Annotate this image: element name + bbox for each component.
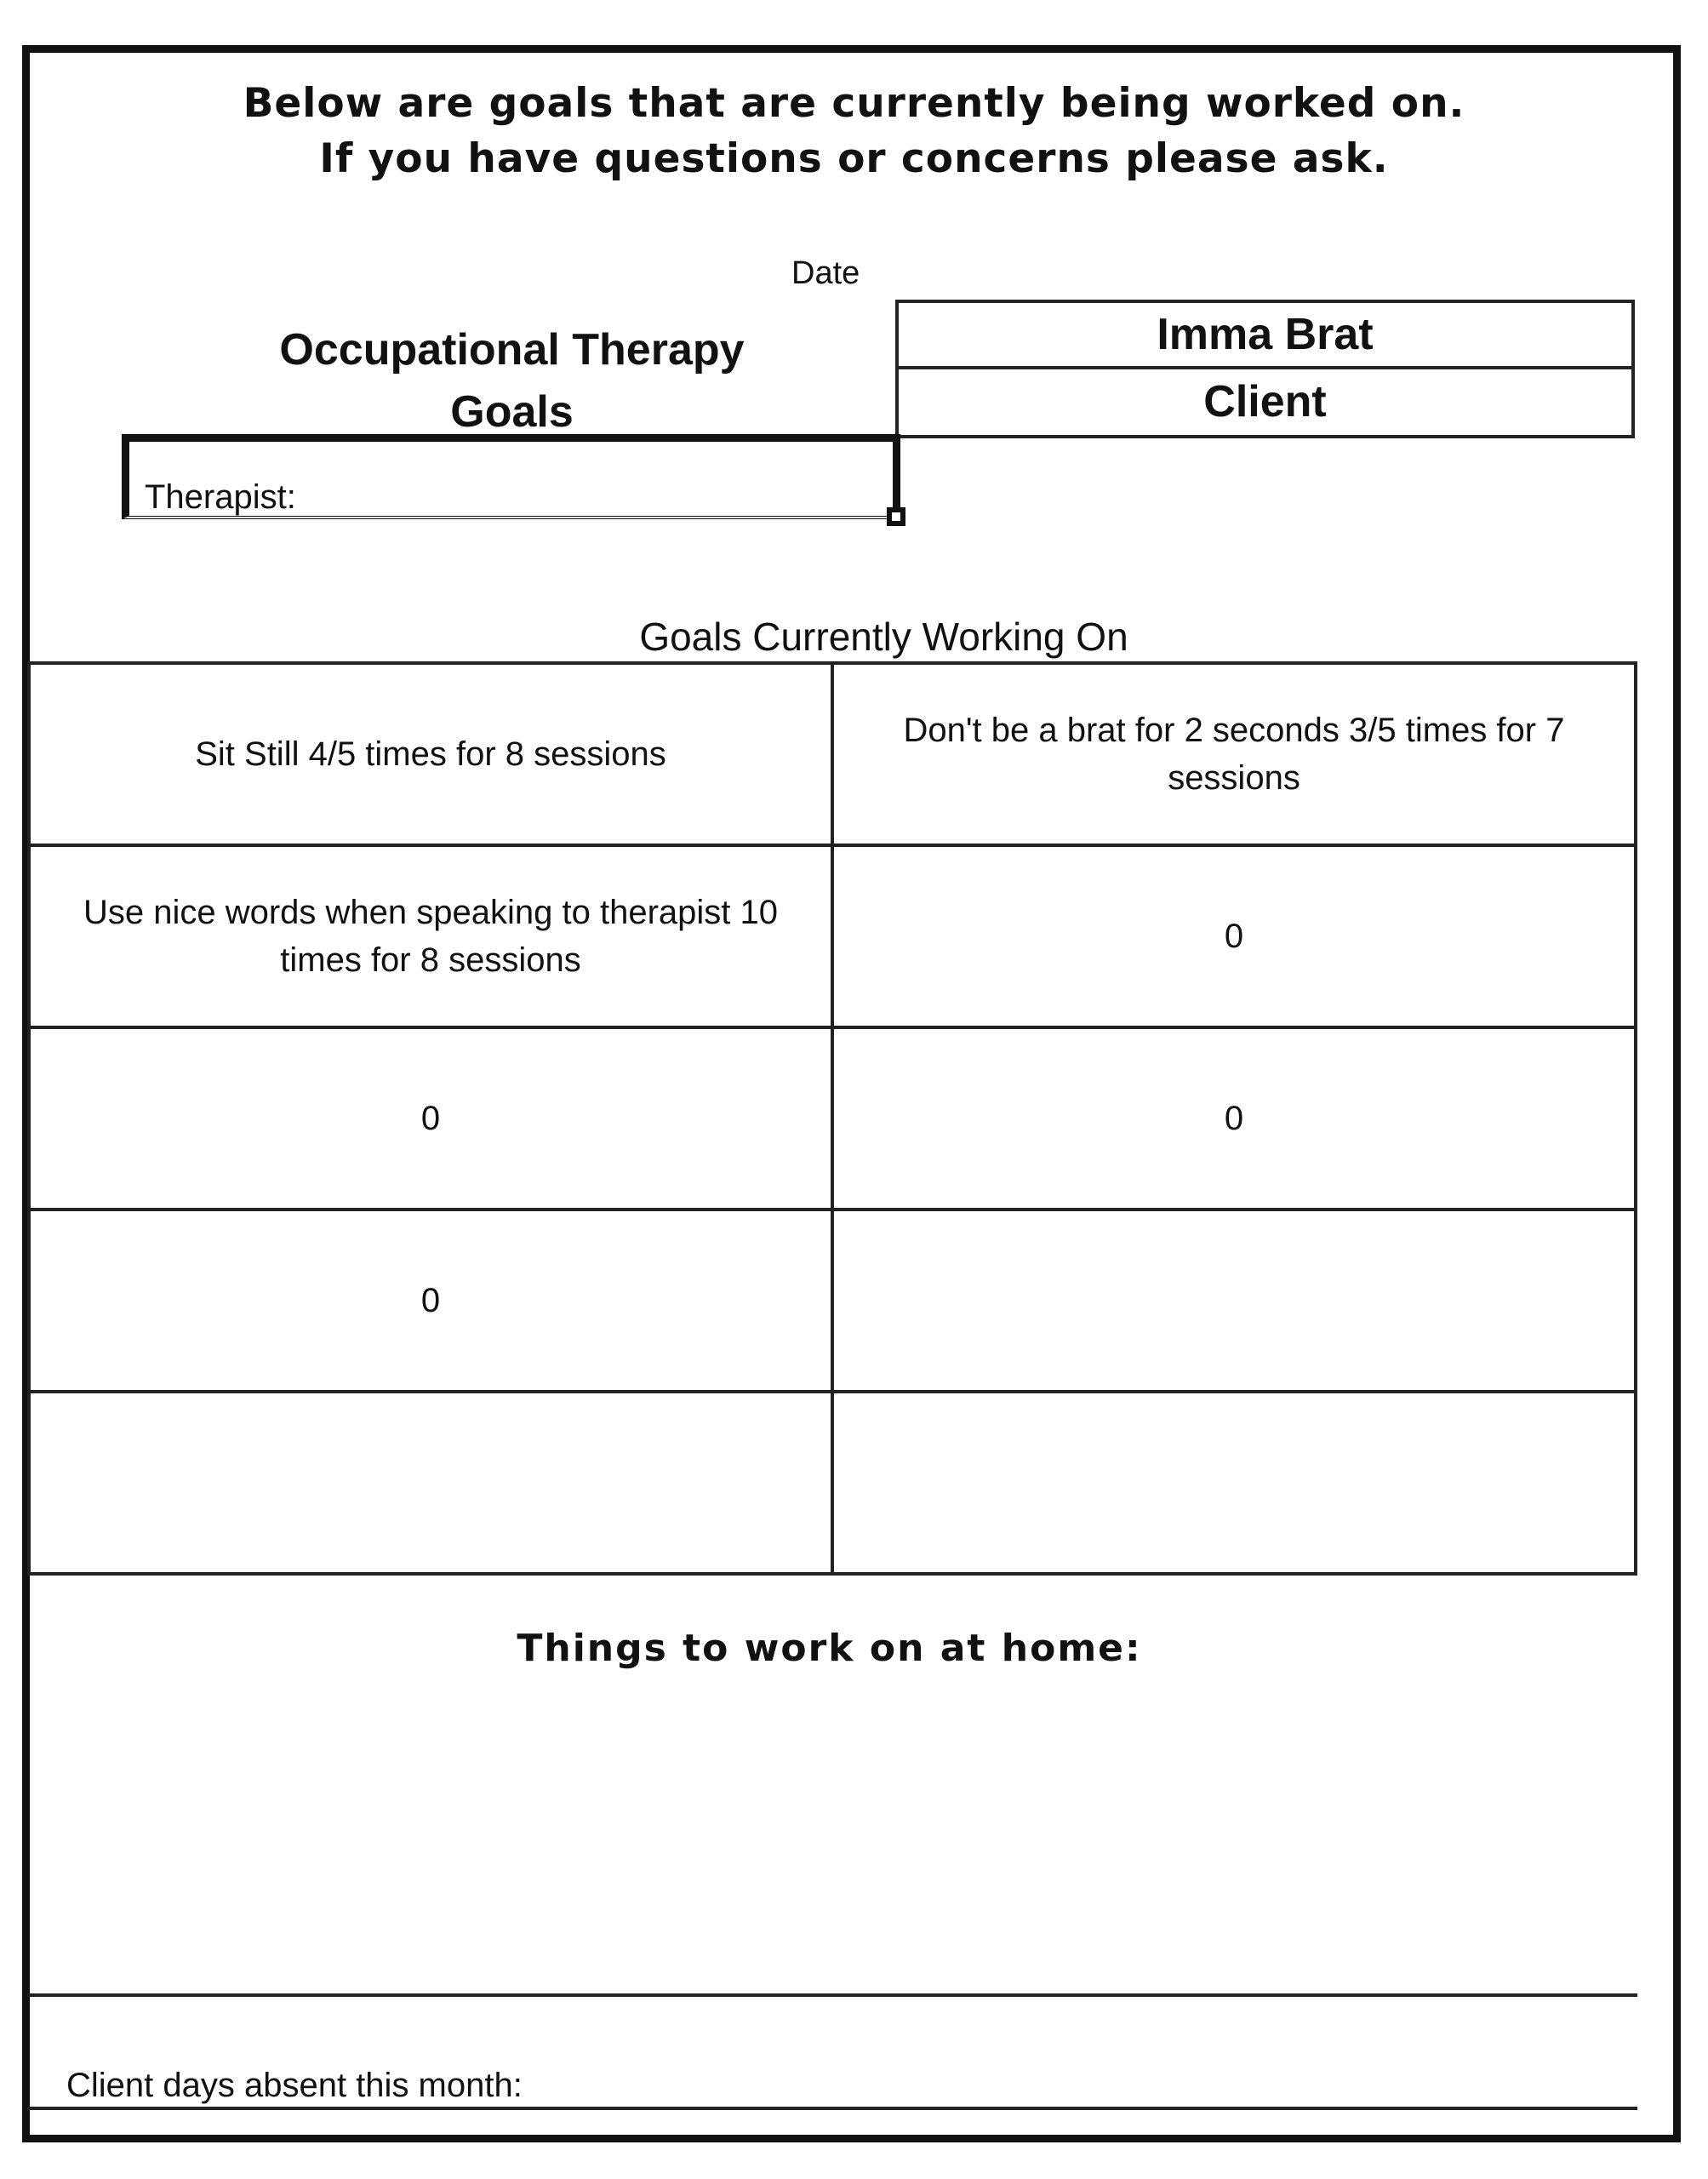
- therapist-field[interactable]: [122, 434, 900, 519]
- goal-cell[interactable]: 0: [29, 1210, 832, 1392]
- goals-table: [27, 661, 1637, 1576]
- table-row: [29, 1210, 1636, 1392]
- table-row: [29, 663, 1636, 845]
- home-notes-divider: [27, 1993, 1637, 1997]
- table-row: [29, 1392, 1636, 1574]
- goal-cell[interactable]: 0: [832, 1027, 1636, 1210]
- header-line-1: Below are goals that are currently being worked on.: [243, 80, 1465, 127]
- goal-cell[interactable]: Don't be a brat for 2 seconds 3/5 times for 7 sessions: [832, 663, 1636, 845]
- client-name[interactable]: Imma Brat: [899, 303, 1631, 369]
- goal-cell[interactable]: [29, 1392, 832, 1574]
- goal-cell[interactable]: [832, 1210, 1636, 1392]
- form-title-line-2: Goals: [450, 387, 574, 437]
- goal-cell[interactable]: 0: [29, 1027, 832, 1210]
- home-heading: Things to work on at home:: [517, 1627, 1142, 1670]
- client-box: [895, 300, 1635, 438]
- goals-heading: Goals Currently Working On: [639, 615, 1128, 659]
- absent-label: Client days absent this month:: [66, 2067, 523, 2104]
- cell-resize-handle[interactable]: [887, 507, 905, 526]
- table-row: [29, 845, 1636, 1027]
- goal-cell[interactable]: Sit Still 4/5 times for 8 sessions: [29, 663, 832, 845]
- goal-cell[interactable]: 0: [832, 845, 1636, 1027]
- goal-cell[interactable]: Use nice words when speaking to therapist 10 times for 8 sessions: [29, 845, 832, 1027]
- header-line-2: If you have questions or concerns please ask.: [319, 135, 1389, 182]
- table-row: [29, 1027, 1636, 1210]
- client-label: Client: [1203, 377, 1327, 427]
- goal-cell[interactable]: [832, 1392, 1636, 1574]
- date-label: Date: [791, 255, 860, 291]
- absent-underline[interactable]: [27, 2107, 1637, 2110]
- therapist-label: Therapist:: [145, 478, 296, 516]
- form-title-line-1: Occupational Therapy: [279, 325, 745, 375]
